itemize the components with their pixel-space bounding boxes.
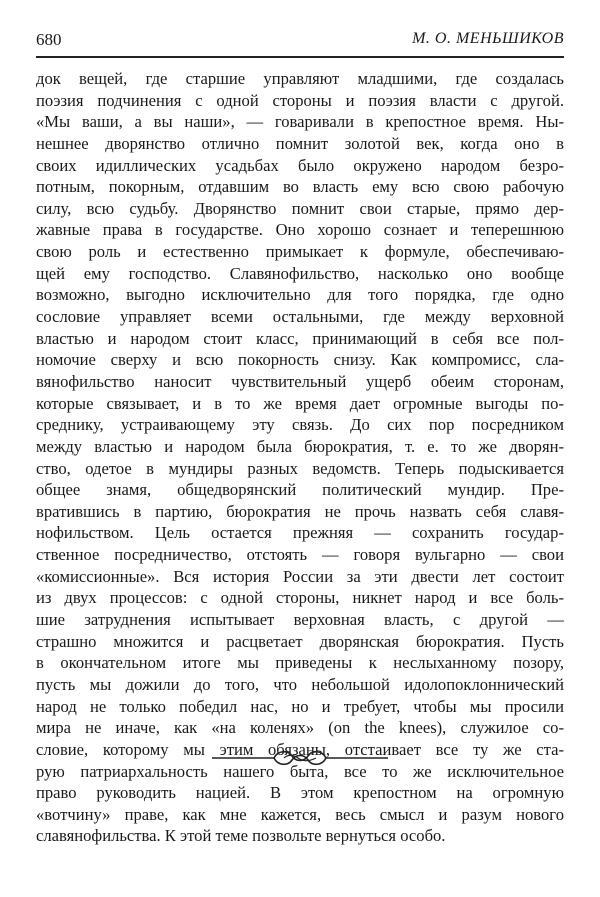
- text-line: страшно множится и расцветает дворянская бюрократия. Пусть: [36, 631, 564, 651]
- text-line: мира не иначе, как «на коленях» (on the knees), служилое со-: [36, 718, 564, 738]
- text-line: «комиссионные». Вся история России за эти двести лет состоит: [36, 566, 564, 586]
- text-line: вянофильство наносит чувствительный ущерб обеим сторонам,: [36, 371, 564, 391]
- text-line: пусть мы дожили до того, что небольшой идолопоклоннический: [36, 674, 564, 694]
- text-line: нешнее дворянство отлично помнит золотой век, когда оно в: [36, 133, 564, 153]
- text-line: ство, одетое в мундиры разных ведомств. Теперь подыскивается: [36, 458, 564, 478]
- text-line: шие затруднения испытывает верховная власть, с другой —: [36, 610, 564, 630]
- text-line: щей ему господство. Славянофильство, насколько оно вообще: [36, 263, 564, 283]
- text-line: «вотчину» праве, как мне кажется, весь смысл и разум нового: [36, 804, 564, 824]
- running-head-author: М. О. МЕНЬШИКОВ: [412, 30, 564, 47]
- text-line: общее знамя, общедворянский политический мундир. Пре-: [36, 480, 564, 500]
- header-rule: [36, 56, 564, 58]
- text-line: «Мы ваши, а вы наши», — говаривали в крепостное время. Ны-: [36, 112, 564, 132]
- text-line: поэзия подчинения с одной стороны и поэзия власти с другой.: [36, 90, 564, 110]
- text-line: между властью и народом была бюрократия, т. е. то же дворян-: [36, 436, 564, 456]
- text-line: право руководить нацией. В этом крепостном на огромную: [36, 783, 564, 803]
- text-line: док вещей, где старшие управляют младшими, где создалась: [36, 69, 564, 88]
- text-line: жавные права в государстве. Оно хорошо сознает и теперешнюю: [36, 220, 564, 240]
- text-line: народ не только победил нас, но и требует, чтобы мы просили: [36, 696, 564, 716]
- ornament-divider-icon: [212, 746, 388, 770]
- text-line: из двух процессов: с одной стороны, никнет народ и все боль-: [36, 588, 564, 608]
- text-line: потным, покорным, отдавшим во власть ему всю свою рабочую: [36, 177, 564, 197]
- text-line: которые связывает, и в то же время дает огромные выгоды по-: [36, 393, 564, 413]
- body-text: [36, 68, 564, 847]
- text-line: властью и народом стоит класс, принимающий в себя все пол-: [36, 328, 564, 348]
- text-line: в окончательном итоге мы приведены к неслыханному позору,: [36, 653, 564, 673]
- running-header: [36, 30, 564, 54]
- text-line: сословие управляет всеми остальными, где между верховной: [36, 307, 564, 327]
- text-line: нофильством. Цель остается прежняя — сохранить государ-: [36, 523, 564, 543]
- text-line: славянофильства. К этой теме позвольте вернуться особо.: [36, 826, 446, 846]
- text-line: рую патриархальность нашего быта, все то же исключительное: [36, 761, 564, 781]
- text-line: своих идиллических усадьбах было окружено народом безро-: [36, 155, 564, 175]
- text-line: номочие сверху и всю покорность снизу. Как компромисс, сла-: [36, 350, 564, 370]
- text-line: ственное посредничество, отстоять — говоря вульгарно — свои: [36, 545, 564, 565]
- text-line: силу, всю судьбу. Дворянство помнит свои старые, прямо дер-: [36, 198, 564, 218]
- text-line: словие, которому мы этим обязаны, отстаивает все ту же ста-: [36, 739, 564, 759]
- text-line: возможно, выгодно исключительно для того порядка, где одно: [36, 285, 564, 305]
- text-line: среднику, устраивающему эту связь. До сих пор посредником: [36, 415, 564, 435]
- page-number: 680: [36, 30, 62, 49]
- text-line: свою роль и естественно примыкает к формуле, обеспечиваю-: [36, 242, 564, 262]
- text-line: вратившись в партию, бюрократия не прочь назвать себя славя-: [36, 501, 564, 521]
